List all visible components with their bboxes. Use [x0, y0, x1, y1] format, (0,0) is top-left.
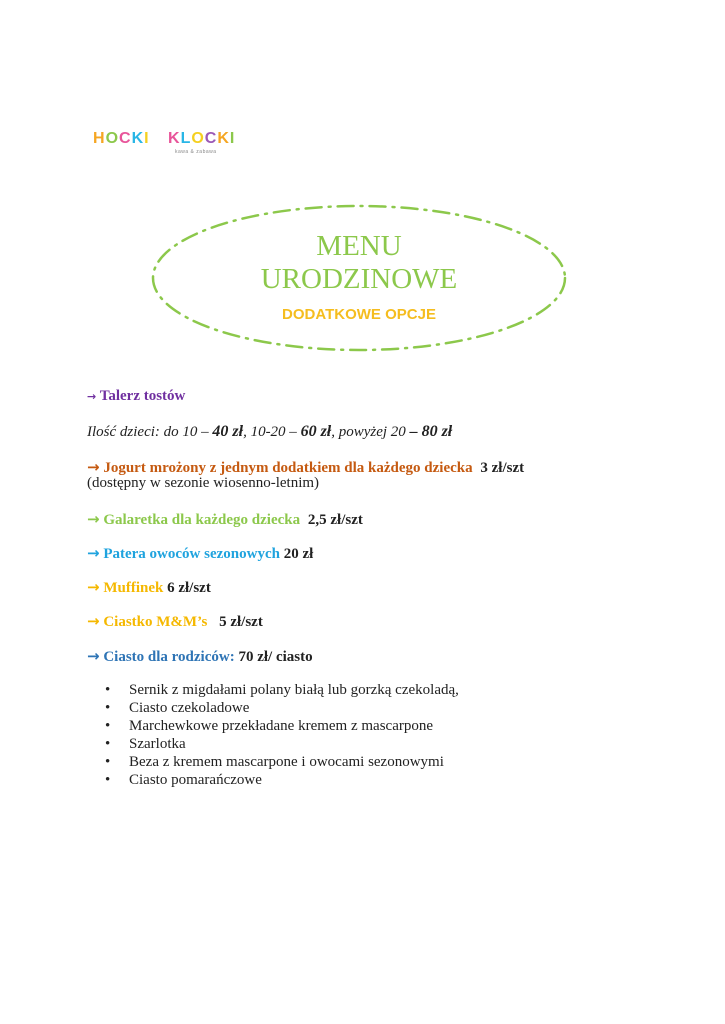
list-item-text: Marchewkowe przekładane kremem z mascarpone — [129, 718, 434, 734]
item-cake-price: 70 zł/ ciasto — [238, 649, 313, 665]
arrow-right-icon: → — [87, 390, 97, 403]
logo-word-1 — [93, 130, 150, 148]
kids-mid-1: , 10-20 – — [243, 424, 297, 440]
arrow-right-icon: → — [87, 544, 100, 562]
item-yogurt-price: 3 zł/szt — [480, 460, 525, 476]
item-muffin — [87, 578, 211, 597]
item-cake-name: Ciasto dla rodziców: — [103, 649, 235, 665]
kids-price-1: 40 zł — [212, 423, 244, 440]
bullet-icon: • — [105, 754, 111, 770]
item-cookie-name: Ciastko M&M’s — [103, 614, 208, 630]
arrow-right-icon: → — [87, 458, 100, 476]
list-item-text: Ciasto pomarańczowe — [129, 772, 262, 788]
item-yogurt-name: Jogurt mrożony z jednym dodatkiem dla każdego dziecka — [103, 460, 473, 476]
item-jelly-price: 2,5 zł/szt — [307, 512, 363, 528]
item-muffin-price: 6 zł/szt — [167, 580, 211, 596]
bullet-icon: • — [105, 736, 111, 752]
bullet-icon: • — [105, 772, 111, 788]
item-yogurt-note: (dostępny w sezonie wiosenno-letnim) — [87, 475, 320, 491]
logo-tagline: kawa & zabawa — [175, 149, 217, 155]
list-item-text: Beza z kremem mascarpone i owocami sezonowymi — [129, 754, 444, 770]
bullet-icon: • — [105, 700, 111, 716]
page-title-line-1: MENU — [316, 230, 402, 262]
kids-pricing — [87, 423, 452, 441]
kids-price-2: 60 zł — [300, 423, 332, 440]
page-title-line-2: URODZINOWE — [260, 263, 458, 295]
logo-letter: C — [204, 130, 218, 147]
kids-mid-2: , powyżej 20 — [331, 424, 406, 440]
logo-word-2 — [168, 130, 235, 148]
list-item — [87, 753, 459, 771]
cake-list — [87, 681, 459, 789]
item-fruit-price: 20 zł — [283, 546, 314, 562]
item-cake — [87, 647, 313, 666]
logo-letter: O — [105, 130, 120, 147]
kids-label: Ilość dzieci: do 10 – — [87, 424, 209, 440]
list-item — [87, 771, 459, 789]
list-item — [87, 717, 459, 735]
logo-letter: K — [168, 130, 181, 147]
arrow-right-icon: → — [87, 578, 100, 596]
list-item-text: Szarlotka — [129, 736, 186, 752]
list-item-text: Ciasto czekoladowe — [129, 700, 250, 716]
logo-letter: I — [144, 130, 150, 147]
list-item-text: Sernik z migdałami polany białą lub gorzką czekoladą, — [129, 682, 459, 698]
item-fruit — [87, 544, 313, 563]
page-subtitle: DODATKOWE OPCJE — [282, 306, 436, 323]
arrow-right-icon: → — [87, 510, 100, 528]
logo-letter: I — [229, 130, 236, 147]
item-cookie — [87, 612, 263, 631]
arrow-right-icon: → — [87, 647, 100, 665]
kids-price-3: – 80 zł — [409, 423, 453, 440]
logo-letter: K — [131, 130, 145, 147]
logo-letter: H — [93, 130, 106, 147]
item-toast — [87, 388, 185, 405]
item-muffin-name: Muffinek — [103, 580, 164, 596]
item-toast-name: Talerz tostów — [99, 388, 186, 404]
bullet-icon: • — [105, 718, 111, 734]
item-cookie-price: 5 zł/szt — [219, 614, 263, 630]
logo-letter: C — [119, 130, 132, 147]
list-item — [87, 735, 459, 753]
bullet-icon: • — [105, 682, 111, 698]
logo-letter: O — [191, 130, 205, 147]
arrow-right-icon: → — [87, 612, 100, 630]
item-jelly-name: Galaretka dla każdego dziecka — [103, 512, 301, 528]
list-item — [87, 699, 459, 717]
list-item — [87, 681, 459, 699]
logo — [93, 130, 243, 160]
item-jelly — [87, 510, 363, 529]
logo-letter: L — [180, 130, 192, 147]
item-fruit-name: Patera owoców sezonowych — [103, 546, 280, 562]
logo-letter: K — [217, 130, 230, 147]
